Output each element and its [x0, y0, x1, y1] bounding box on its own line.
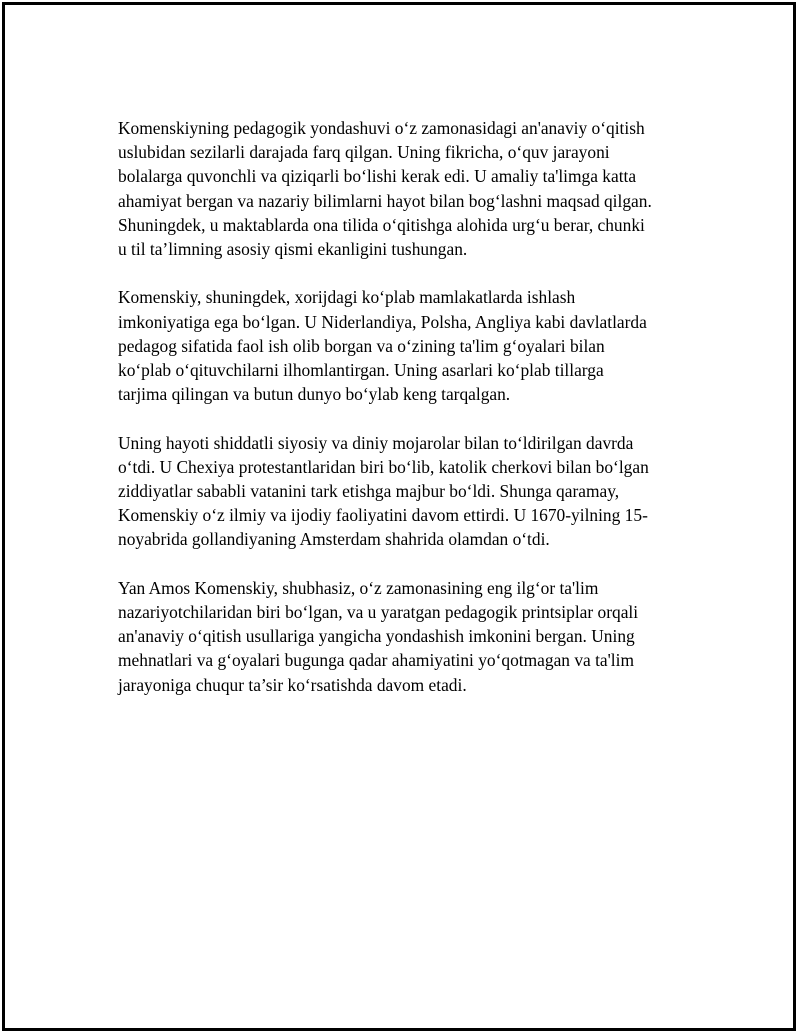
document-body	[118, 116, 688, 721]
paragraph-1	[118, 116, 688, 261]
paragraph-line: Uning hayoti shiddatli siyosiy va diniy mojarolar bilan to‘ldirilgan davrda	[118, 432, 634, 453]
paragraph-line: u til ta’limning asosiy qismi ekanligini tushungan.	[118, 239, 468, 260]
paragraph-line: uslubidan sezilarli darajada farq qilgan. Uning fikricha, o‘quv jarayoni	[118, 142, 610, 163]
paragraph-line: imkoniyatiga ega bo‘lgan. U Niderlandiya, Polsha, Angliya kabi davlatlarda	[118, 311, 647, 332]
paragraph-line: tarjima qilingan va butun dunyo bo‘ylab keng tarqalgan.	[118, 384, 511, 405]
paragraph-line: Komenskiyning pedagogik yondashuvi o‘z zamonasidagi an'anaviy o‘qitish	[118, 118, 645, 138]
paragraph-3	[118, 431, 688, 552]
paragraph-line: jarayoniga chuqur ta’sir ko‘rsatishda davom etadi.	[118, 674, 467, 695]
paragraph-line: Komenskiy, shuningdek, xorijdagi ko‘plab mamlakatlarda ishlash	[118, 287, 576, 308]
paragraph-line: pedagog sifatida faol ish olib borgan va o‘zining ta'lim g‘oyalari bilan	[118, 335, 605, 356]
paragraph-4	[118, 576, 688, 697]
paragraph-line: ko‘plab o‘qituvchilarni ilhomlantirgan. Uning asarlari ko‘plab tillarga	[118, 360, 604, 381]
paragraph-line: ziddiyatlar sababli vatanini tark etishga majbur bo‘ldi. Shunga qaramay,	[118, 481, 620, 502]
paragraph-line: o‘tdi. U Chexiya protestantlaridan biri bo‘lib, katolik cherkovi bilan bo‘lgan	[118, 456, 649, 477]
paragraph-2	[118, 285, 688, 406]
paragraph-line: noyabrida gollandiyaning Amsterdam shahrida olamdan o‘tdi.	[118, 529, 550, 550]
paragraph-line: nazariyotchilaridan biri bo‘lgan, va u yaratgan pedagogik printsiplar orqali	[118, 602, 639, 623]
paragraph-line: ahamiyat bergan va nazariy bilimlarni hayot bilan bog‘lashni maqsad qilgan.	[118, 190, 652, 211]
paragraph-line: Shuningdek, u maktablarda ona tilida o‘qitishga alohida urg‘u berar, chunki	[118, 214, 645, 235]
paragraph-line: Yan Amos Komenskiy, shubhasiz, o‘z zamonasining eng ilg‘or ta'lim	[118, 577, 599, 598]
paragraph-line: an'anaviy o‘qitish usullariga yangicha yondashish imkonini bergan. Uning	[118, 626, 635, 647]
paragraph-line: bolalarga quvonchli va qiziqarli bo‘lishi kerak edi. U amaliy ta'limga katta	[118, 166, 637, 187]
paragraph-line: mehnatlari va g‘oyalari bugunga qadar ahamiyatini yo‘qotmagan va ta'lim	[118, 650, 634, 671]
paragraph-line: Komenskiy o‘z ilmiy va ijodiy faoliyatini davom ettirdi. U 1670-yilning 15-	[118, 505, 648, 526]
